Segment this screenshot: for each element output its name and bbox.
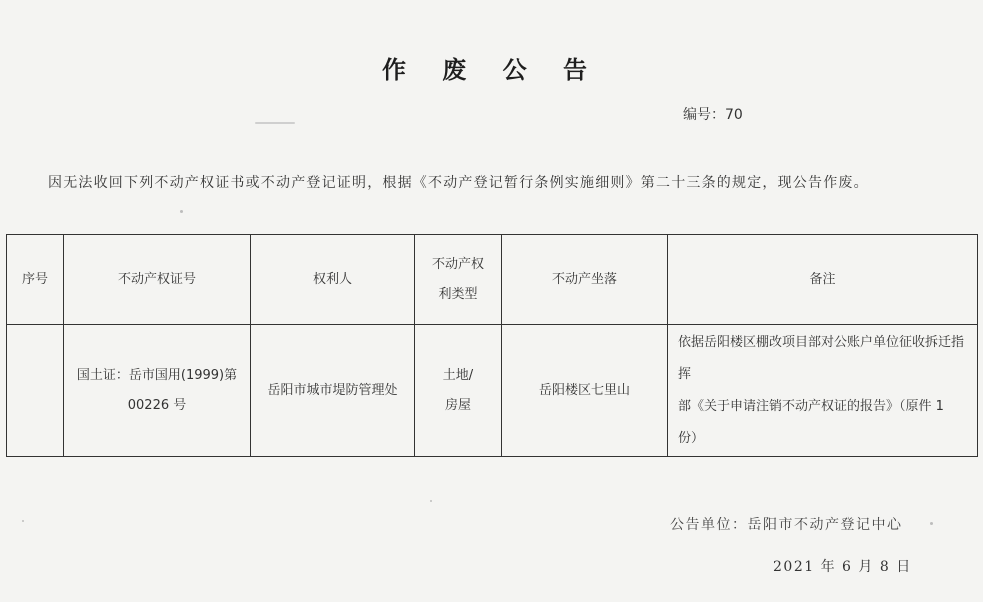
table-row — [7, 325, 978, 457]
scan-speck — [22, 520, 24, 522]
serial-value: 70 — [725, 107, 743, 123]
cell-remark-line2: 部《关于申请注销不动产权证的报告》（原件 1 份） — [678, 398, 944, 446]
cell-cert-no-line2: 00226 号 — [127, 397, 187, 413]
issuing-unit: 公告单位：岳阳市不动产登记中心 — [670, 517, 903, 533]
cell-location: 岳阳楼区七里山 — [502, 325, 668, 457]
header-right-type-line2: 利类型 — [438, 286, 478, 302]
cell-cert-no — [64, 325, 251, 457]
header-right-type — [415, 235, 502, 325]
header-seq: 序号 — [7, 235, 64, 325]
issue-date: 2021 年 6 月 8 日 — [773, 559, 912, 575]
scan-speck — [180, 210, 183, 213]
cell-remark — [668, 325, 978, 457]
page-title: 作 废 公 告 — [381, 56, 602, 84]
cell-right-type — [415, 325, 502, 457]
table-header-row — [7, 235, 978, 325]
cell-seq — [7, 325, 64, 457]
header-right-type-line1: 不动产权 — [431, 256, 484, 272]
serial-label: 编号： — [683, 107, 725, 123]
header-location: 不动产坐落 — [502, 235, 668, 325]
intro-paragraph: 因无法收回下列不动产权证书或不动产登记证明，根据《不动产登记暂行条例实施细则》第二十三条的规定，现公告作废。 — [48, 175, 869, 191]
scan-speck — [430, 500, 432, 502]
cell-remark-line1: 依据岳阳楼区棚改项目部对公账户单位征收拆迁指挥 — [678, 334, 965, 382]
scan-speck — [930, 522, 933, 525]
header-cert-no: 不动产权证号 — [64, 235, 251, 325]
header-holder: 权利人 — [251, 235, 415, 325]
serial-number — [683, 104, 743, 124]
header-remark: 备注 — [668, 235, 978, 325]
cell-holder: 岳阳市城市堤防管理处 — [251, 325, 415, 457]
scan-speck — [255, 122, 295, 124]
cell-cert-no-line1: 国土证：岳市国用(1999)第 — [76, 367, 238, 383]
cell-right-type-line2: 房屋 — [444, 397, 471, 413]
void-notice-table — [6, 234, 978, 457]
cell-right-type-line1: 土地/ — [442, 367, 474, 383]
